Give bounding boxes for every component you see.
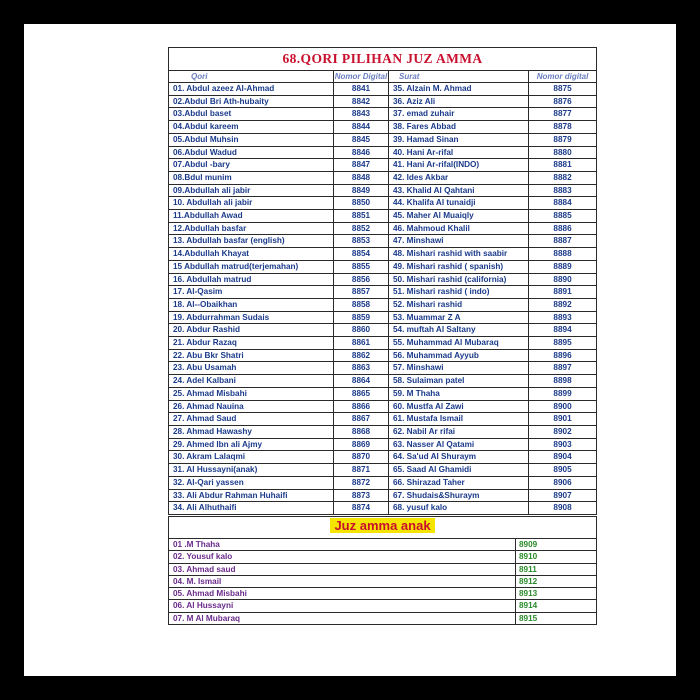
- qori-name: 13. Abdullah basfar (english): [169, 235, 334, 248]
- document-page: [24, 24, 676, 676]
- anak-number: 8910: [516, 551, 597, 563]
- header-nomor-digital: Nomor Digital: [334, 72, 388, 81]
- surat-number: 8877: [529, 108, 597, 121]
- surat-name: 63. Nasser Al Qatami: [389, 438, 529, 451]
- header-qori: Qori: [169, 71, 334, 83]
- qori-name: 25. Ahmad Misbahi: [169, 387, 334, 400]
- table-row: [169, 588, 597, 600]
- surat-number: 8878: [529, 121, 597, 134]
- surat-name: 43. Khalid Al Qahtani: [389, 184, 529, 197]
- surat-name: 61. Mustafa Ismail: [389, 413, 529, 426]
- table-row: [169, 563, 597, 575]
- qori-number: 8849: [334, 184, 389, 197]
- surat-name: 35. Alzain M. Ahmad: [389, 83, 529, 96]
- table-title: 68.QORI PILIHAN JUZ AMMA: [169, 48, 597, 71]
- table-row: [169, 464, 597, 477]
- table-row: [169, 133, 597, 146]
- table-row: [169, 337, 597, 350]
- surat-name: 68. yusuf kalo: [389, 502, 529, 515]
- qori-number: 8846: [334, 146, 389, 159]
- qori-name: 32. Al-Qari yassen: [169, 476, 334, 489]
- table-row: [169, 600, 597, 612]
- table-row: [169, 612, 597, 624]
- anak-number: 8911: [516, 563, 597, 575]
- table-row: [169, 159, 597, 172]
- surat-number: 8900: [529, 400, 597, 413]
- surat-name: 45. Maher Al Muaiqly: [389, 210, 529, 223]
- surat-name: 48. Mishari rashid with saabir: [389, 248, 529, 261]
- qori-name: 20. Abdur Rashid: [169, 324, 334, 337]
- surat-number: 8893: [529, 311, 597, 324]
- qori-name: 27. Ahmad Saud: [169, 413, 334, 426]
- qori-number: 8853: [334, 235, 389, 248]
- surat-name: 66. Shirazad Taher: [389, 476, 529, 489]
- surat-number: 8892: [529, 298, 597, 311]
- surat-name: 64. Sa'ud Al Shuraym: [389, 451, 529, 464]
- qori-number: 8860: [334, 324, 389, 337]
- surat-name: 39. Hamad Sinan: [389, 133, 529, 146]
- surat-name: 42. Ides Akbar: [389, 171, 529, 184]
- qori-name: 33. Ali Abdur Rahman Huhaifi: [169, 489, 334, 502]
- qori-name: 19. Abdurrahman Sudais: [169, 311, 334, 324]
- surat-number: 8885: [529, 210, 597, 223]
- anak-qori-name: 05. Ahmad Misbahi: [169, 588, 516, 600]
- qori-number: 8859: [334, 311, 389, 324]
- qori-number: 8850: [334, 197, 389, 210]
- qori-name: 08.Bdul munim: [169, 171, 334, 184]
- table-header-row: [169, 71, 597, 83]
- qori-name: 21. Abdur Razaq: [169, 337, 334, 350]
- surat-number: 8906: [529, 476, 597, 489]
- table-row: [169, 273, 597, 286]
- surat-name: 37. emad zuhair: [389, 108, 529, 121]
- qori-number: 8863: [334, 362, 389, 375]
- surat-name: 52. Mishari rashid: [389, 298, 529, 311]
- qori-number: 8848: [334, 171, 389, 184]
- surat-number: 8908: [529, 502, 597, 515]
- qori-number: 8844: [334, 121, 389, 134]
- header-nomor-digital-2: Nomor digital: [529, 71, 597, 83]
- qori-name: 31. Al Hussayni(anak): [169, 464, 334, 477]
- table-row: [169, 171, 597, 184]
- surat-name: 58. Sulaiman patel: [389, 375, 529, 388]
- anak-title-row: [169, 517, 597, 539]
- surat-name: 38. Fares Abbad: [389, 121, 529, 134]
- surat-number: 8890: [529, 273, 597, 286]
- anak-title: Juz amma anak: [330, 518, 434, 533]
- qori-number: 8842: [334, 95, 389, 108]
- qori-name: 29. Ahmed Ibn ali Ajmy: [169, 438, 334, 451]
- qori-number: 8847: [334, 159, 389, 172]
- surat-number: 8897: [529, 362, 597, 375]
- surat-name: 41. Hani Ar-rifal(INDO): [389, 159, 529, 172]
- surat-name: 40. Hani Ar-rifal: [389, 146, 529, 159]
- table-row: [169, 146, 597, 159]
- surat-number: 8899: [529, 387, 597, 400]
- surat-number: 8907: [529, 489, 597, 502]
- surat-name: 62. Nabil Ar rifai: [389, 425, 529, 438]
- surat-number: 8902: [529, 425, 597, 438]
- qori-name: 15 Abdullah matrud(terjemahan): [169, 260, 334, 273]
- surat-name: 49. Mishari rashid ( spanish): [389, 260, 529, 273]
- qori-name: 10. Abdullah ali jabir: [169, 197, 334, 210]
- surat-number: 8905: [529, 464, 597, 477]
- surat-name: 53. Muammar Z A: [389, 311, 529, 324]
- qori-number: 8864: [334, 375, 389, 388]
- table-row: [169, 83, 597, 96]
- anak-number: 8913: [516, 588, 597, 600]
- juz-amma-anak-table: [168, 516, 597, 625]
- qori-number: 8869: [334, 438, 389, 451]
- qori-name: 05.Abdul Muhsin: [169, 133, 334, 146]
- surat-number: 8876: [529, 95, 597, 108]
- qori-name: 09.Abdullah ali jabir: [169, 184, 334, 197]
- table-row: [169, 387, 597, 400]
- qori-table: [168, 47, 597, 515]
- table-row: [169, 451, 597, 464]
- qori-number: 8865: [334, 387, 389, 400]
- surat-number: 8895: [529, 337, 597, 350]
- surat-number: 8884: [529, 197, 597, 210]
- qori-number: 8843: [334, 108, 389, 121]
- table-row: [169, 362, 597, 375]
- qori-number: 8866: [334, 400, 389, 413]
- qori-number: 8872: [334, 476, 389, 489]
- surat-number: 8879: [529, 133, 597, 146]
- surat-name: 44. Khalifa Al tunaidji: [389, 197, 529, 210]
- surat-number: 8891: [529, 286, 597, 299]
- table-title-row: [169, 48, 597, 71]
- surat-name: 54. muftah Al Saltany: [389, 324, 529, 337]
- surat-number: 8903: [529, 438, 597, 451]
- qori-name: 28. Ahmad Hawashy: [169, 425, 334, 438]
- anak-qori-name: 02. Yousuf kalo: [169, 551, 516, 563]
- qori-name: 16. Abdullah matrud: [169, 273, 334, 286]
- qori-name: 03.Abdul baset: [169, 108, 334, 121]
- qori-name: 23. Abu Usamah: [169, 362, 334, 375]
- qori-number: 8841: [334, 83, 389, 96]
- qori-name: 26. Ahmad Nauina: [169, 400, 334, 413]
- table-row: [169, 476, 597, 489]
- table-row: [169, 121, 597, 134]
- surat-number: 8886: [529, 222, 597, 235]
- qori-name: 14.Abdullah Khayat: [169, 248, 334, 261]
- table-row: [169, 286, 597, 299]
- qori-number: 8851: [334, 210, 389, 223]
- anak-number: 8914: [516, 600, 597, 612]
- qori-number: 8868: [334, 425, 389, 438]
- qori-name: 18. Al--Obaikhan: [169, 298, 334, 311]
- table-row: [169, 210, 597, 223]
- qori-number: 8870: [334, 451, 389, 464]
- qori-number: 8852: [334, 222, 389, 235]
- qori-name: 34. Ali Alhuthaifi: [169, 502, 334, 515]
- surat-number: 8887: [529, 235, 597, 248]
- table-row: [169, 95, 597, 108]
- surat-name: 50. Mishari rashid (california): [389, 273, 529, 286]
- anak-qori-name: 06. Al Hussayni: [169, 600, 516, 612]
- qori-number: 8854: [334, 248, 389, 261]
- anak-number: 8909: [516, 539, 597, 551]
- surat-number: 8882: [529, 171, 597, 184]
- table-row: [169, 260, 597, 273]
- anak-qori-name: 03. Ahmad saud: [169, 563, 516, 575]
- table-row: [169, 222, 597, 235]
- table-row: [169, 438, 597, 451]
- table-row: [169, 400, 597, 413]
- qori-name: 06.Abdul Wadud: [169, 146, 334, 159]
- surat-number: 8889: [529, 260, 597, 273]
- qori-number: 8862: [334, 349, 389, 362]
- qori-number: 8856: [334, 273, 389, 286]
- qori-name: 22. Abu Bkr Shatri: [169, 349, 334, 362]
- table-row: [169, 108, 597, 121]
- qori-name: 01. Abdul azeez Al-Ahmad: [169, 83, 334, 96]
- table-row: [169, 349, 597, 362]
- surat-name: 60. Mustfa Al Zawi: [389, 400, 529, 413]
- surat-number: 8888: [529, 248, 597, 261]
- table-row: [169, 489, 597, 502]
- table-row: [169, 235, 597, 248]
- qori-name: 11.Abdullah Awad: [169, 210, 334, 223]
- table-row: [169, 413, 597, 426]
- table-row: [169, 425, 597, 438]
- anak-title-cell: [169, 517, 597, 539]
- qori-number: 8874: [334, 502, 389, 515]
- table-row: [169, 311, 597, 324]
- surat-number: 8875: [529, 83, 597, 96]
- qori-number: 8867: [334, 413, 389, 426]
- qori-number: 8861: [334, 337, 389, 350]
- qori-number: 8845: [334, 133, 389, 146]
- surat-name: 56. Muhammad Ayyub: [389, 349, 529, 362]
- anak-number: 8912: [516, 575, 597, 587]
- table-row: [169, 197, 597, 210]
- qori-number: 8871: [334, 464, 389, 477]
- anak-qori-name: 01 .M Thaha: [169, 539, 516, 551]
- table-row: [169, 502, 597, 515]
- surat-number: 8881: [529, 159, 597, 172]
- surat-name: 46. Mahmoud Khalil: [389, 222, 529, 235]
- qori-name: 04.Abdul kareem: [169, 121, 334, 134]
- surat-name: 36. Aziz Ali: [389, 95, 529, 108]
- anak-number: 8915: [516, 612, 597, 624]
- qori-name: 02.Abdul Bri Ath-hubaity: [169, 95, 334, 108]
- qori-name: 12.Abdullah basfar: [169, 222, 334, 235]
- surat-number: 8904: [529, 451, 597, 464]
- table-row: [169, 551, 597, 563]
- qori-number: 8855: [334, 260, 389, 273]
- surat-number: 8880: [529, 146, 597, 159]
- surat-name: 51. Mishari rashid ( indo): [389, 286, 529, 299]
- surat-number: 8901: [529, 413, 597, 426]
- table-row: [169, 575, 597, 587]
- header-surat: Surat: [389, 71, 529, 83]
- surat-name: 65. Saad Al Ghamidi: [389, 464, 529, 477]
- qori-name: 17. Al-Qasim: [169, 286, 334, 299]
- anak-qori-name: 07. M Al Mubaraq: [169, 612, 516, 624]
- surat-number: 8896: [529, 349, 597, 362]
- surat-number: 8883: [529, 184, 597, 197]
- table-row: [169, 539, 597, 551]
- table-row: [169, 184, 597, 197]
- qori-number: 8858: [334, 298, 389, 311]
- table-row: [169, 375, 597, 388]
- surat-name: 59. M Thaha: [389, 387, 529, 400]
- qori-number: 8873: [334, 489, 389, 502]
- table-row: [169, 324, 597, 337]
- table-row: [169, 298, 597, 311]
- qori-name: 30. Akram Lalaqmi: [169, 451, 334, 464]
- surat-number: 8898: [529, 375, 597, 388]
- surat-name: 57. Minshawi: [389, 362, 529, 375]
- surat-name: 47. Minshawi: [389, 235, 529, 248]
- qori-name: 24. Adel Kalbani: [169, 375, 334, 388]
- qori-number: 8857: [334, 286, 389, 299]
- qori-name: 07.Abdul -bary: [169, 159, 334, 172]
- surat-number: 8894: [529, 324, 597, 337]
- surat-name: 67. Shudais&Shuraym: [389, 489, 529, 502]
- anak-qori-name: 04. M. Ismail: [169, 575, 516, 587]
- table-row: [169, 248, 597, 261]
- surat-name: 55. Muhammad Al Mubaraq: [389, 337, 529, 350]
